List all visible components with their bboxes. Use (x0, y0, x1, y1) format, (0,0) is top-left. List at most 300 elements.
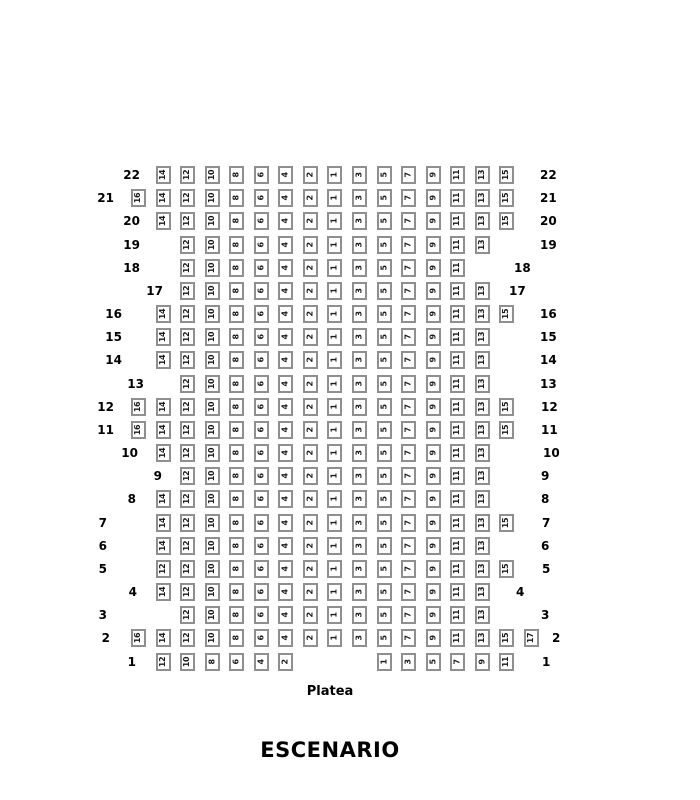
seat[interactable] (156, 189, 171, 207)
seat[interactable] (180, 560, 195, 578)
seat[interactable] (180, 653, 195, 671)
seat[interactable] (401, 444, 416, 462)
seat[interactable] (180, 328, 195, 346)
seat[interactable] (426, 189, 441, 207)
seat[interactable] (180, 189, 195, 207)
seat[interactable] (327, 537, 342, 555)
seat[interactable] (303, 606, 318, 624)
seat[interactable] (327, 444, 342, 462)
seat[interactable] (180, 375, 195, 393)
seat[interactable] (254, 653, 269, 671)
seat[interactable] (303, 236, 318, 254)
seat[interactable] (450, 212, 465, 230)
seat[interactable] (426, 166, 441, 184)
seat[interactable] (254, 189, 269, 207)
seat[interactable] (450, 444, 465, 462)
seat[interactable] (499, 514, 514, 532)
seat[interactable] (352, 560, 367, 578)
seat[interactable] (327, 514, 342, 532)
seat[interactable] (352, 490, 367, 508)
seat[interactable] (401, 305, 416, 323)
seat[interactable] (254, 467, 269, 485)
seat[interactable] (475, 560, 490, 578)
seat[interactable] (377, 398, 392, 416)
seat[interactable] (426, 282, 441, 300)
seat[interactable] (475, 166, 490, 184)
seat[interactable] (229, 189, 244, 207)
seat[interactable] (377, 629, 392, 647)
seat[interactable] (352, 444, 367, 462)
seat[interactable] (352, 606, 367, 624)
seat[interactable] (278, 212, 293, 230)
seat[interactable] (327, 606, 342, 624)
seat[interactable] (450, 398, 465, 416)
seat[interactable] (426, 236, 441, 254)
seat[interactable] (229, 467, 244, 485)
seat[interactable] (450, 606, 465, 624)
seat[interactable] (131, 189, 146, 207)
seat[interactable] (377, 351, 392, 369)
seat[interactable] (303, 259, 318, 277)
seat[interactable] (475, 467, 490, 485)
seat[interactable] (205, 305, 220, 323)
seat[interactable] (180, 629, 195, 647)
seat[interactable] (450, 282, 465, 300)
seat[interactable] (278, 629, 293, 647)
seat[interactable] (352, 305, 367, 323)
seat[interactable] (205, 606, 220, 624)
seat[interactable] (278, 537, 293, 555)
seat[interactable] (327, 421, 342, 439)
seat[interactable] (426, 398, 441, 416)
seat[interactable] (401, 514, 416, 532)
seat[interactable] (352, 375, 367, 393)
seat[interactable] (303, 351, 318, 369)
seat[interactable] (401, 236, 416, 254)
seat[interactable] (278, 444, 293, 462)
seat[interactable] (131, 421, 146, 439)
seat[interactable] (352, 514, 367, 532)
seat[interactable] (180, 444, 195, 462)
seat[interactable] (278, 189, 293, 207)
seat[interactable] (352, 351, 367, 369)
seat[interactable] (352, 328, 367, 346)
seat[interactable] (278, 398, 293, 416)
seat[interactable] (205, 375, 220, 393)
seat[interactable] (450, 259, 465, 277)
seat[interactable] (180, 236, 195, 254)
seat[interactable] (401, 328, 416, 346)
seat[interactable] (450, 189, 465, 207)
seat[interactable] (426, 375, 441, 393)
seat[interactable] (327, 375, 342, 393)
seat[interactable] (352, 421, 367, 439)
seat[interactable] (401, 537, 416, 555)
seat[interactable] (377, 537, 392, 555)
seat[interactable] (156, 351, 171, 369)
seat[interactable] (401, 629, 416, 647)
seat[interactable] (426, 467, 441, 485)
seat[interactable] (254, 212, 269, 230)
seat[interactable] (205, 514, 220, 532)
seat[interactable] (205, 537, 220, 555)
seat[interactable] (254, 305, 269, 323)
seat[interactable] (254, 236, 269, 254)
seat[interactable] (180, 305, 195, 323)
seat[interactable] (254, 282, 269, 300)
seat[interactable] (156, 583, 171, 601)
seat[interactable] (180, 421, 195, 439)
seat[interactable] (377, 328, 392, 346)
seat[interactable] (327, 467, 342, 485)
seat[interactable] (327, 305, 342, 323)
seat[interactable] (352, 166, 367, 184)
seat[interactable] (499, 560, 514, 578)
seat[interactable] (156, 444, 171, 462)
seat[interactable] (205, 583, 220, 601)
seat[interactable] (229, 653, 244, 671)
seat[interactable] (377, 514, 392, 532)
seat[interactable] (499, 305, 514, 323)
seat[interactable] (303, 398, 318, 416)
seat[interactable] (475, 282, 490, 300)
seat[interactable] (254, 629, 269, 647)
seat[interactable] (426, 259, 441, 277)
seat[interactable] (475, 375, 490, 393)
seat[interactable] (180, 212, 195, 230)
seat[interactable] (229, 514, 244, 532)
seat[interactable] (475, 421, 490, 439)
seat[interactable] (401, 606, 416, 624)
seat[interactable] (327, 259, 342, 277)
seat[interactable] (475, 189, 490, 207)
seat[interactable] (450, 583, 465, 601)
seat[interactable] (327, 282, 342, 300)
seat[interactable] (499, 398, 514, 416)
seat[interactable] (205, 467, 220, 485)
seat[interactable] (278, 653, 293, 671)
seat[interactable] (156, 328, 171, 346)
seat[interactable] (156, 560, 171, 578)
seat[interactable] (450, 166, 465, 184)
seat[interactable] (426, 560, 441, 578)
seat[interactable] (205, 328, 220, 346)
seat[interactable] (327, 166, 342, 184)
seat[interactable] (352, 282, 367, 300)
seat[interactable] (475, 606, 490, 624)
seat[interactable] (475, 490, 490, 508)
seat[interactable] (450, 537, 465, 555)
seat[interactable] (327, 629, 342, 647)
seat[interactable] (450, 653, 465, 671)
seat[interactable] (303, 583, 318, 601)
seat[interactable] (401, 351, 416, 369)
seat[interactable] (229, 398, 244, 416)
seat[interactable] (327, 328, 342, 346)
seat[interactable] (156, 514, 171, 532)
seat[interactable] (475, 444, 490, 462)
seat[interactable] (450, 560, 465, 578)
seat[interactable] (475, 212, 490, 230)
seat[interactable] (303, 490, 318, 508)
seat[interactable] (205, 421, 220, 439)
seat[interactable] (254, 259, 269, 277)
seat[interactable] (180, 259, 195, 277)
seat[interactable] (180, 166, 195, 184)
seat[interactable] (499, 653, 514, 671)
seat[interactable] (156, 398, 171, 416)
seat[interactable] (278, 514, 293, 532)
seat[interactable] (426, 212, 441, 230)
seat[interactable] (303, 629, 318, 647)
seat[interactable] (377, 282, 392, 300)
seat[interactable] (401, 490, 416, 508)
seat[interactable] (229, 537, 244, 555)
seat[interactable] (229, 606, 244, 624)
seat[interactable] (131, 629, 146, 647)
seat[interactable] (352, 537, 367, 555)
seat[interactable] (377, 375, 392, 393)
seat[interactable] (205, 444, 220, 462)
seat[interactable] (205, 212, 220, 230)
seat[interactable] (278, 467, 293, 485)
seat[interactable] (303, 212, 318, 230)
seat[interactable] (377, 305, 392, 323)
seat[interactable] (499, 421, 514, 439)
seat[interactable] (205, 629, 220, 647)
seat[interactable] (426, 444, 441, 462)
seat[interactable] (303, 560, 318, 578)
seat[interactable] (352, 583, 367, 601)
seat[interactable] (278, 560, 293, 578)
seat[interactable] (377, 490, 392, 508)
seat[interactable] (254, 351, 269, 369)
seat[interactable] (254, 490, 269, 508)
seat[interactable] (377, 606, 392, 624)
seat[interactable] (229, 490, 244, 508)
seat[interactable] (254, 328, 269, 346)
seat[interactable] (303, 189, 318, 207)
seat[interactable] (401, 653, 416, 671)
seat[interactable] (401, 467, 416, 485)
seat[interactable] (156, 629, 171, 647)
seat[interactable] (475, 328, 490, 346)
seat[interactable] (229, 236, 244, 254)
seat[interactable] (205, 490, 220, 508)
seat[interactable] (327, 351, 342, 369)
seat[interactable] (499, 189, 514, 207)
seat[interactable] (303, 305, 318, 323)
seat[interactable] (278, 490, 293, 508)
seat[interactable] (475, 629, 490, 647)
seat[interactable] (426, 583, 441, 601)
seat[interactable] (524, 629, 539, 647)
seat[interactable] (377, 259, 392, 277)
seat[interactable] (327, 189, 342, 207)
seat[interactable] (499, 629, 514, 647)
seat[interactable] (401, 560, 416, 578)
seat[interactable] (426, 421, 441, 439)
seat[interactable] (450, 490, 465, 508)
seat[interactable] (156, 490, 171, 508)
seat[interactable] (450, 467, 465, 485)
seat[interactable] (254, 166, 269, 184)
seat[interactable] (352, 189, 367, 207)
seat[interactable] (377, 444, 392, 462)
seat[interactable] (327, 560, 342, 578)
seat[interactable] (377, 212, 392, 230)
seat[interactable] (254, 398, 269, 416)
seat[interactable] (401, 583, 416, 601)
seat[interactable] (426, 653, 441, 671)
seat[interactable] (278, 351, 293, 369)
seat[interactable] (156, 537, 171, 555)
seat[interactable] (131, 398, 146, 416)
seat[interactable] (278, 282, 293, 300)
seat[interactable] (327, 398, 342, 416)
seat[interactable] (205, 166, 220, 184)
seat[interactable] (229, 351, 244, 369)
seat[interactable] (499, 212, 514, 230)
seat[interactable] (229, 583, 244, 601)
seat[interactable] (303, 328, 318, 346)
seat[interactable] (278, 421, 293, 439)
seat[interactable] (303, 467, 318, 485)
seat[interactable] (426, 606, 441, 624)
seat[interactable] (205, 259, 220, 277)
seat[interactable] (377, 421, 392, 439)
seat[interactable] (450, 305, 465, 323)
seat[interactable] (352, 236, 367, 254)
seat[interactable] (229, 212, 244, 230)
seat[interactable] (254, 514, 269, 532)
seat[interactable] (352, 629, 367, 647)
seat[interactable] (426, 537, 441, 555)
seat[interactable] (377, 560, 392, 578)
seat[interactable] (475, 236, 490, 254)
seat[interactable] (475, 653, 490, 671)
seat[interactable] (254, 606, 269, 624)
seat[interactable] (205, 398, 220, 416)
seat[interactable] (377, 189, 392, 207)
seat[interactable] (229, 166, 244, 184)
seat[interactable] (180, 490, 195, 508)
seat[interactable] (205, 282, 220, 300)
seat[interactable] (180, 398, 195, 416)
seat[interactable] (254, 421, 269, 439)
seat[interactable] (180, 606, 195, 624)
seat[interactable] (475, 537, 490, 555)
seat[interactable] (229, 629, 244, 647)
seat[interactable] (278, 305, 293, 323)
seat[interactable] (278, 583, 293, 601)
seat[interactable] (401, 421, 416, 439)
seat[interactable] (401, 212, 416, 230)
seat[interactable] (426, 328, 441, 346)
seat[interactable] (303, 514, 318, 532)
seat[interactable] (377, 653, 392, 671)
seat[interactable] (377, 166, 392, 184)
seat[interactable] (401, 398, 416, 416)
seat[interactable] (475, 514, 490, 532)
seat[interactable] (229, 444, 244, 462)
seat[interactable] (475, 398, 490, 416)
seat[interactable] (450, 421, 465, 439)
seat[interactable] (254, 444, 269, 462)
seat[interactable] (205, 653, 220, 671)
seat[interactable] (229, 282, 244, 300)
seat[interactable] (475, 351, 490, 369)
seat[interactable] (426, 629, 441, 647)
seat[interactable] (352, 259, 367, 277)
seat[interactable] (499, 166, 514, 184)
seat[interactable] (303, 375, 318, 393)
seat[interactable] (450, 375, 465, 393)
seat[interactable] (450, 328, 465, 346)
seat[interactable] (352, 212, 367, 230)
seat[interactable] (426, 514, 441, 532)
seat[interactable] (327, 212, 342, 230)
seat[interactable] (401, 375, 416, 393)
seat[interactable] (327, 583, 342, 601)
seat[interactable] (180, 537, 195, 555)
seat[interactable] (475, 305, 490, 323)
seat[interactable] (475, 583, 490, 601)
seat[interactable] (303, 282, 318, 300)
seat[interactable] (426, 305, 441, 323)
seat[interactable] (450, 514, 465, 532)
seat[interactable] (278, 236, 293, 254)
seat[interactable] (303, 444, 318, 462)
seat[interactable] (180, 282, 195, 300)
seat[interactable] (401, 189, 416, 207)
seat[interactable] (377, 467, 392, 485)
seat[interactable] (450, 351, 465, 369)
seat[interactable] (205, 351, 220, 369)
seat[interactable] (254, 583, 269, 601)
seat[interactable] (156, 421, 171, 439)
seat[interactable] (352, 398, 367, 416)
seat[interactable] (303, 421, 318, 439)
seat[interactable] (401, 282, 416, 300)
seat[interactable] (229, 305, 244, 323)
seat[interactable] (229, 421, 244, 439)
seat[interactable] (401, 166, 416, 184)
seat[interactable] (278, 166, 293, 184)
seat[interactable] (229, 375, 244, 393)
seat[interactable] (254, 537, 269, 555)
seat[interactable] (278, 606, 293, 624)
seat[interactable] (401, 259, 416, 277)
seat[interactable] (229, 328, 244, 346)
seat[interactable] (156, 653, 171, 671)
seat[interactable] (205, 236, 220, 254)
seat[interactable] (278, 259, 293, 277)
seat[interactable] (450, 236, 465, 254)
seat[interactable] (377, 236, 392, 254)
seat[interactable] (180, 583, 195, 601)
seat[interactable] (254, 560, 269, 578)
seat[interactable] (303, 166, 318, 184)
seat[interactable] (327, 236, 342, 254)
seat[interactable] (278, 375, 293, 393)
seat[interactable] (352, 467, 367, 485)
seat[interactable] (303, 537, 318, 555)
seat[interactable] (450, 629, 465, 647)
seat[interactable] (205, 560, 220, 578)
seat[interactable] (180, 514, 195, 532)
seat[interactable] (156, 166, 171, 184)
